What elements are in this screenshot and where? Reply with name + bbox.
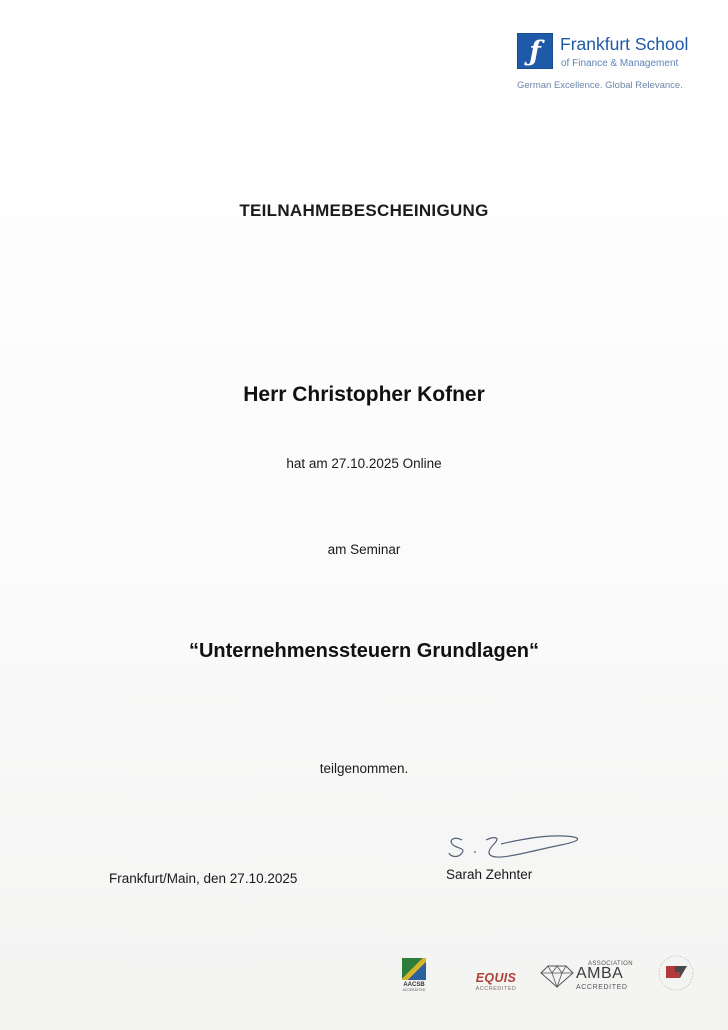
- seal-icon: [656, 953, 696, 993]
- equis-accreditation-logo: [470, 971, 522, 995]
- handwritten-signature: [446, 828, 586, 868]
- amba-accreditation-logo: [540, 961, 635, 995]
- amba-diamond-icon: [540, 964, 574, 988]
- recipient-name: Herr Christopher Kofner: [243, 383, 485, 406]
- aacsb-accreditation-logo: [401, 958, 427, 994]
- equis-label: EQUIS: [475, 971, 517, 985]
- participation-date-line: hat am 27.10.2025 Online: [286, 456, 442, 471]
- seminar-title: “Unternehmenssteuern Grundlagen“: [188, 640, 540, 662]
- aacsb-sublabel: ACCREDITED: [402, 988, 426, 992]
- logo-subtitle: of Finance & Management: [561, 58, 679, 69]
- amba-label: AMBA: [576, 965, 624, 982]
- signer-name: Sarah Zehnter: [446, 867, 533, 882]
- frankfurt-school-logo: [517, 33, 707, 93]
- place-and-date: Frankfurt/Main, den 27.10.2025: [109, 871, 298, 886]
- logo-name: Frankfurt School: [560, 34, 689, 54]
- aacsb-logo-icon: [402, 958, 426, 980]
- equis-sublabel: ACCREDITED: [475, 986, 517, 992]
- frankfurt-school-logo-icon: ƒ: [517, 33, 553, 69]
- seminar-intro-line: am Seminar: [327, 542, 401, 557]
- amba-association-label: ASSOCIATION: [588, 961, 633, 967]
- amba-sublabel: ACCREDITED: [576, 984, 628, 991]
- certificate-title: TEILNAHMEBESCHEINIGUNG: [239, 201, 489, 220]
- logo-tagline: German Excellence. Global Relevance.: [517, 80, 683, 91]
- aacsb-label: AACSB: [403, 982, 425, 988]
- participation-closing-line: teilgenommen.: [319, 761, 409, 776]
